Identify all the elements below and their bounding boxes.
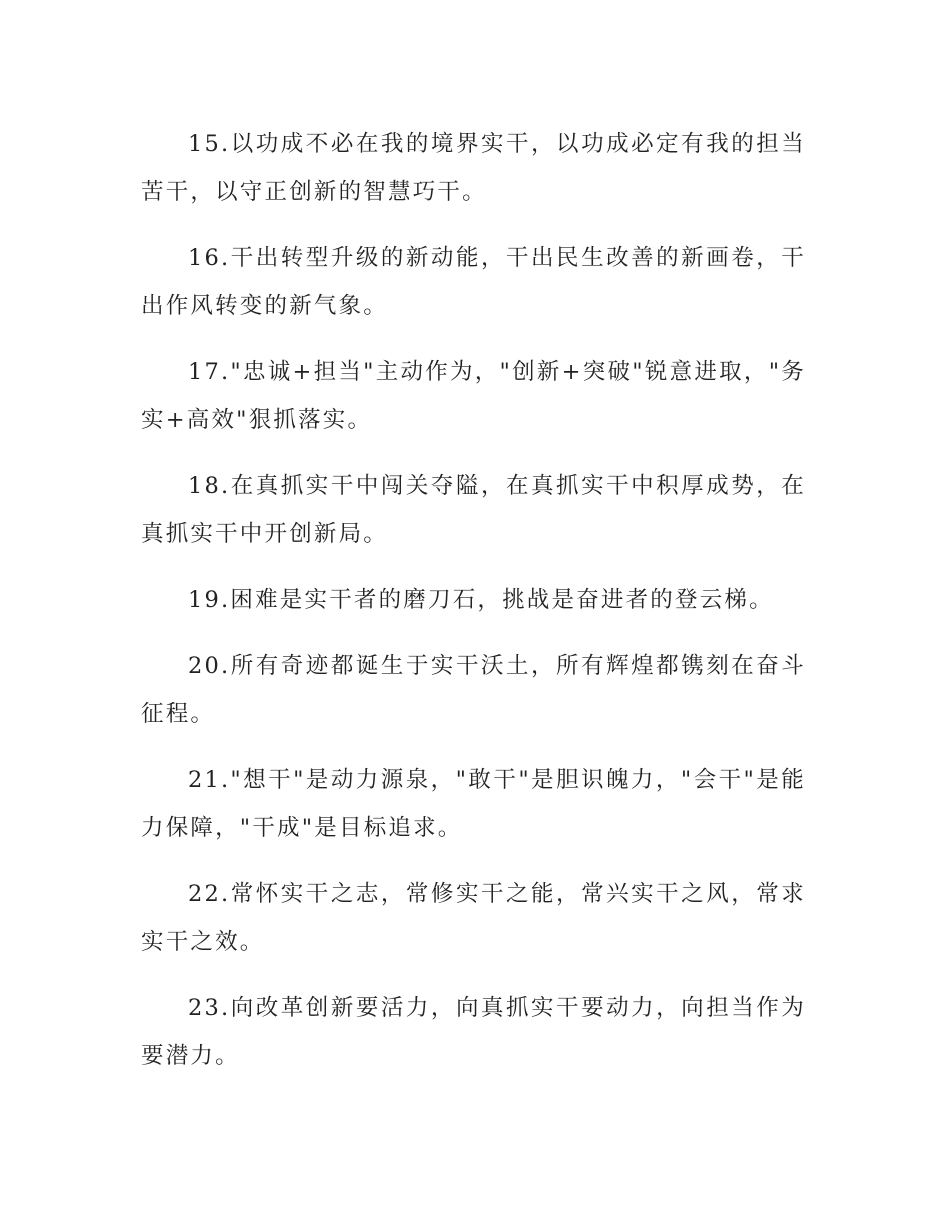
- paragraph-21: [141, 756, 806, 852]
- paragraph-text: 向改革创新要活力，向真抓实干要动力，向担当作为要潜力。: [141, 995, 806, 1069]
- document-body: [141, 120, 806, 1098]
- paragraph-number: 19.: [188, 587, 231, 613]
- paragraph-text: "想干"是动力源泉，"敢干"是胆识魄力，"会干"是能力保障，"干成"是目标追求。: [141, 767, 806, 841]
- paragraph-number: 16.: [188, 245, 231, 271]
- paragraph-text: 困难是实干者的磨刀石，挑战是奋进者的登云梯。: [230, 587, 774, 613]
- paragraph-number: 23.: [188, 995, 231, 1021]
- paragraph-number: 15.: [188, 131, 231, 157]
- paragraph-number: 21.: [188, 767, 231, 793]
- paragraph-text: 以功成不必在我的境界实干，以功成必定有我的担当苦干，以守正创新的智慧巧干。: [141, 131, 806, 205]
- paragraph-15: [141, 120, 806, 216]
- paragraph-text: "忠诚+担当"主动作为，"创新+突破"锐意进取，"务实+高效"狠抓落实。: [141, 359, 806, 433]
- paragraph-18: [141, 462, 806, 558]
- paragraph-17: [141, 348, 806, 444]
- paragraph-text: 在真抓实干中闯关夺隘，在真抓实干中积厚成势，在真抓实干中开创新局。: [141, 473, 806, 547]
- paragraph-text: 干出转型升级的新动能，干出民生改善的新画卷，干出作风转变的新气象。: [141, 245, 806, 319]
- paragraph-23: [141, 984, 806, 1080]
- paragraph-number: 20.: [188, 653, 231, 679]
- paragraph-number: 17.: [188, 359, 231, 385]
- paragraph-text: 所有奇迹都诞生于实干沃土，所有辉煌都镌刻在奋斗征程。: [141, 653, 806, 727]
- paragraph-20: [141, 642, 806, 738]
- paragraph-number: 22.: [188, 881, 231, 907]
- paragraph-number: 18.: [188, 473, 231, 499]
- paragraph-text: 常怀实干之志，常修实干之能，常兴实干之风，常求实干之效。: [141, 881, 806, 955]
- paragraph-19: [141, 576, 806, 624]
- paragraph-22: [141, 870, 806, 966]
- paragraph-16: [141, 234, 806, 330]
